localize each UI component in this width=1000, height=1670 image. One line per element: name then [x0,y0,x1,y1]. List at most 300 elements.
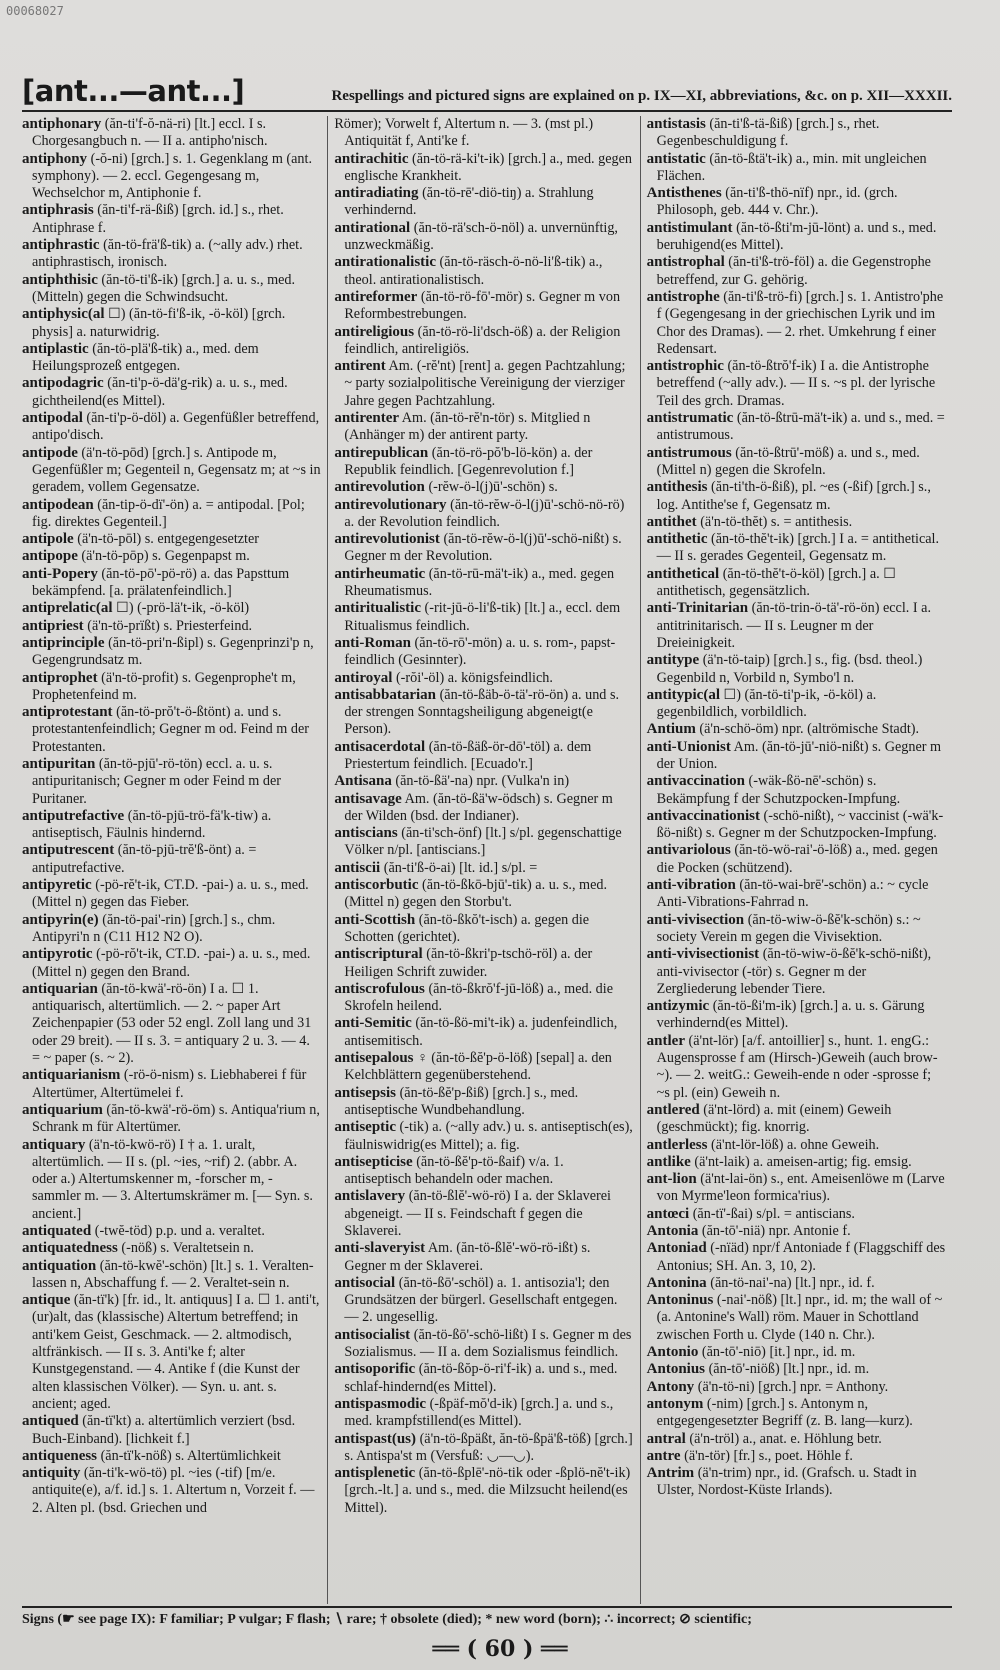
dictionary-entry [334,1119,633,1154]
dictionary-entry [22,704,321,756]
dictionary-entry [647,912,946,947]
entry-text: (ăn-tö-trin-ö-tä'-rö-ön) eccl. I a. antitrinitarisch. — II s. Leugner m der Dreieinigkeit. [656,600,932,651]
headword: antisepticise [334,1153,413,1170]
dictionary-entry [647,1379,946,1396]
headword: antisocial [334,1274,396,1291]
dictionary-entry [334,1085,633,1120]
dictionary-entry [334,358,633,410]
entry-text: (ăn-tö-ti'ß-ik) [grch.] a. u. s., med. (Mitteln) gegen die Schwindsucht. [32,271,296,305]
entry-text: (ä'nt-lör-löß) a. ohne Geweih. [707,1136,880,1153]
entry-text: (ä'nt-lör) [a/f. antoillier] s., hunt. 1. engG.: Augensprosse f am (Hirsch-)Geweih (auch brow-~). — 2. weitG.: Geweih-ende n oder -sprosse f; ~s pl. (ein) Geweih n. [656,1032,938,1101]
dictionary-entry [334,1465,633,1517]
headword: antirenter [334,410,400,427]
entry-text: Am. (ăn-tö-ßlĕ'-wö-rö-ißt) s. Gegner m der Sklaverei. [344,1240,591,1274]
dictionary-entry [22,756,321,808]
dictionary-entry [647,254,946,289]
entry-text: Am. (ăn-tö-jū'-niö-nißt) s. Gegner m der Union. [656,738,942,772]
entry-text: (ăn-ti'f-ŏ-nä-ri) [lt.] eccl. I s. Chorgesangbuch n. — II a. antipho'nisch. [32,116,268,150]
dictionary-entry [22,1067,321,1102]
entry-text: (ä'n-tö-taip) [grch.] s., fig. (bsd. theol.) Gegenbild n, Vorbild n, Symbo'l n. [656,652,923,686]
dictionary-entry [22,912,321,947]
dictionary-entry [22,497,321,532]
headword: antizymic [646,998,710,1015]
headword: antirevolutionist [334,531,440,548]
headword: antithetic [646,531,708,548]
dictionary-entry [647,1102,946,1137]
headword: antlerless [646,1136,708,1153]
entry-text: (ăn-tö-ßŏp-ö-ri'f-ik) a. und s., med. schlaf-hindernd(es Mittel). [344,1361,618,1395]
entry-text: (ăn-tö-pō'-pö-rö) a. das Papsttum bekämpfend. [a. prälatenfeindlich.] [32,565,290,600]
headword: Antonia [646,1223,699,1239]
dictionary-entry [647,289,946,358]
headword: antiritualistic [334,600,421,617]
headword: anti-Unionist [646,738,731,755]
entry-text: Römer); Vorwelt f, Altertum n. — 3. (mst pl.) Antiquität f, Anti'ke f. [334,116,594,150]
dictionary-entry [22,445,321,497]
dictionary-entry [647,1240,946,1275]
dictionary-entry [647,842,946,877]
entry-text: (ăn-tö-ßö-mi't-ik) a. judenfeindlich, antisemitisch. [344,1015,618,1049]
entry-text: (ä'nt-lai-ön) s., ent. Ameisenlöwe m (Larve von Myrme'leon formica'rius). [656,1171,945,1205]
entry-text: ☐) (-prö-lä't-ik, -ö-köl) [112,600,250,617]
headword: antivariolous [646,842,731,859]
dictionary-entry [647,877,946,912]
headword: antirachitic [334,150,409,167]
dictionary-entry [22,946,321,981]
headword: Antoninus [646,1292,714,1309]
dictionary-entry [334,670,633,687]
dictionary-entry [334,635,633,670]
dictionary-entry [647,808,946,843]
dictionary-entry [22,670,321,705]
entry-text: (-rĕw-ö-l(j)ū'-schön) s. [424,479,558,496]
entry-text: (ăn-ti'ß-ö-ai) [lt. id.] s/pl. = [380,859,538,876]
headword: ant-lion [646,1171,697,1188]
entry-text: (ăn-tö-rū-mä't-ik) a., med. gegen Rheumatismus. [344,565,615,600]
dictionary-entry [334,1361,633,1396]
headword: antiphthisic [22,271,98,288]
headword: Antonius [646,1361,706,1378]
headword: antistasis [646,116,706,132]
dictionary-entry [334,254,633,289]
dictionary-entry [647,151,946,186]
headword: antiquation [22,1257,97,1274]
entry-text: (ä'n-tö-ni) [grch.] npr. = Anthony. [694,1378,889,1395]
dictionary-entry [647,116,946,151]
dictionary-entry [647,358,946,410]
dictionary-entry [22,375,321,410]
dictionary-entry [22,1258,321,1293]
entry-text: (ăn-tö-ßä'-na) npr. (Vulka'n in) [391,773,570,790]
entry-text: (ăn-tö-rä-ki't-ik) [grch.] a., med. gegen englische Krankheit. [344,150,633,184]
headword: antiquated [22,1223,92,1239]
headword: antivaccination [646,773,745,790]
entry-text: (-wäk-ßö-nē'-schön) s. Bekämpfung f der Schutzpocken-Impfung. [656,773,901,807]
headword: anti-Roman [334,634,411,651]
headword: antithetical [646,565,720,582]
dictionary-entry [647,1344,946,1361]
headword: anti-Trinitarian [646,600,749,617]
headword: Antrim [646,1465,695,1482]
dictionary-entry [334,410,633,445]
entry-text: (ăn-tō'-niō) [it.] npr., id. m. [698,1344,856,1361]
entry-text: (ăn-tö-ßtrŏ'f-ik) I a. die Antistrophe betreffend (~ally adv.). — II s. ~s pl. der lyrische Teil des grch. Dramas. [656,358,936,409]
entry-text: (ăn-tö-ßplē'-nö-tik oder -ßplö-nĕ't-ik) [grch.-lt.] a. und s., med. die Milzsucht heilend(es Mittel). [344,1465,631,1516]
entry-text: (ăn-ti'p-ö-dä'g-rik) a. u. s., med. gichtheilend(es Mittel). [32,375,288,409]
dictionary-entry [647,1292,946,1344]
dictionary-entry [22,306,321,341]
dictionary-entry [334,220,633,255]
headword: Antisana [334,773,392,790]
headword: antislavery [334,1188,406,1205]
headword: Antoniad [646,1240,707,1257]
headword: anti-Semitic [334,1015,412,1032]
entry-text: (ăn-tï'kt) a. altertümlich verziert (bsd. Buch-Einband). [lichkeit f.] [32,1413,296,1447]
entry-text: (ăn-tö-rĕw-ö-l(j)ū'-schö-nö-rö) a. der Revolution feindlich. [344,496,625,530]
entry-text: (ăn-tï'-ßai) s/pl. = antiscians. [689,1205,855,1222]
entry-text: (-rö-ö-nism) s. Liebhaberei f für Altertümer, Altertümelei f. [32,1067,307,1101]
headword: anti-vibration [646,877,736,894]
dictionary-entry [647,1275,946,1292]
entry-text: (ăn-tö-ßtrū-mä't-ik) a. und s., med. = antistrumous. [656,410,945,444]
headword: antirational [334,219,411,236]
entry-text: (ăn-tö-rö-fō'-mör) s. Gegner m von Reformbestrebungen. [344,288,621,323]
entry-text: (-schö-nißt), ~ vaccinist (-wä'k-ßö-nißt) s. Gegner m der Schutzpocken-Impfung. [656,807,944,842]
dictionary-entry [22,1413,321,1448]
entry-text: (ăn-ti'k-wö-tö) pl. ~ies (-tif) [m/e. antiquite(e), a/f. id.] s. 1. Altertum n, Vorzeit f. — 2. Alten pl. (bsd. Griechen und [32,1465,315,1516]
headword: antiqueness [22,1447,98,1464]
dictionary-entry [22,1465,321,1517]
entry-text: (ăn-tip-ö-dï'-ön) a. = antipodal. [Pol; fig. direktes Gegenteil.] [32,496,305,530]
entry-text: (ăn-tö-rä'sch-ö-nöl) a. unvernünftig, unzweckmäßig. [344,219,618,254]
dictionary-entry [334,445,633,480]
dictionary-entry [22,531,321,548]
headword: antirevolutionary [334,496,447,513]
entry-text: (ăn-tö-plä'ß-tik) a., med. dem Heilungsprozeß entgegen. [32,340,259,375]
entry-text: (ä'n-tö-thĕt) s. = antithesis. [696,513,853,530]
headword: antiscorbutic [334,877,419,894]
dictionary-entry [22,341,321,376]
dictionary-entry [647,773,946,808]
entry-text: (-nïäd) npr/f Antoniade f (Flaggschiff des Antonius; SH. An. 3, 10, 2). [656,1240,946,1274]
headword: antiprinciple [22,634,105,651]
entry-text: (ăn-tö-ßkŏ't-isch) a. gegen die Schotten (gerichtet). [344,911,590,945]
headword: antiphonary [22,116,102,132]
headword: antiputrefactive [22,807,125,824]
headword: antipyrin(e) [22,911,99,928]
headword: antlike [646,1153,691,1170]
entry-text: (ä'n-tröl) a., anat. e. Höhlung betr. [685,1430,882,1447]
headword: antiquarian [22,980,98,997]
dictionary-entry [22,1102,321,1137]
dictionary-entry [334,566,633,601]
entry-text: (ăn-tö-kwä'-rö-ön) I a. ☐ 1. antiquarisch, altertümlich. — 2. ~ paper Art Zeichenpapier (53 oder 52 engl. Zoll lang und 31 oder 29 breit). — II s. 3. = antiquary 2 u. 3. — 4. = ~ paper (s. ~ 2). [32,980,312,1067]
headword: antipyrotic [22,946,93,963]
dictionary-entry [647,600,946,652]
entry-text: (ăn-tö-rē'-diö-tiŋ) a. Strahlung verhindernd. [344,185,594,219]
entry-text: (-nai'-nöß) [lt.] npr., id. m; the wall of ~ (a. Antonine's Wall) röm. Mauer in Schottland zwischen Forth u. Clyde (140 n. Chr.). [656,1292,943,1343]
entry-text: (-pö-rĕ't-ik, CT.D. -pai-) a. u. s., med. (Mittel n) gegen das Fieber. [32,877,309,911]
entry-text: (ăn-tö-ßtrū'-möß) a. und s., med. (Mittel n) gegen die Skrofeln. [656,444,920,478]
dictionary-entry [22,1137,321,1223]
scan-serial-number: 00068027 [6,4,64,18]
dictionary-entry [22,808,321,843]
headword: antipode [22,444,78,461]
entry-text: (ăn-tö-pai'-rin) [grch.] s., chm. Antipyri'n n (C11 H12 N2 O). [32,911,276,945]
headword: antireligious [334,323,415,340]
dictionary-entry [22,548,321,565]
dictionary-entry [647,531,946,566]
entry-text: (-rit-jū-ö-li'ß-tik) [lt.] a., eccl. dem Ritualismus feindlich. [344,600,621,634]
entry-text: (ăn-tö-räsch-ö-nö-li'ß-tik) a., theol. antirationalistisch. [344,254,603,288]
headword: antithet [646,513,697,530]
entry-text: (ä'nt-laik) a. ameisen-artig; fig. emsig. [690,1153,912,1170]
headword: antipodal [22,410,83,427]
entry-text: (ăn-tö-wiw-ö-ßĕ'k-schö-nißt), anti-vivisector (-tör) s. Gegner m der Zergliederung lebender Tiere. [656,946,932,997]
headword: antirheumatic [334,565,426,582]
headword: antiprophet [22,669,98,686]
headword: antistrumous [646,444,732,461]
headword: antlered [646,1101,700,1118]
entry-text: (ăn-tö-rō'-mön) a. u. s. rom-, papst-feindlich (Gesinnter). [344,634,616,669]
entry-text: (ăn-ti'ß-trö-fi) [grch.] s. 1. Antistro'phe f (Gegengesang in der griechischen Lyrik und im Chor des Dramas). — 2. rhet. Umkehrung f einer Redensart. [656,288,944,357]
dictionary-entry [22,1223,321,1240]
dictionary-entry [334,324,633,359]
dictionary-entry [334,825,633,860]
dictionary-entry [22,1448,321,1465]
entry-text: ♀ (ăn-tö-ßĕ'p-ö-löß) [sepal] a. den Kelchblättern gegenüberstehend. [344,1050,612,1084]
dictionary-entry [334,1240,633,1275]
entry-text: (ăn-ti'p-ö-döl) a. Gegenfüßler betreffend, antipo'disch. [32,410,320,444]
headword: antre [646,1447,681,1464]
headword: Antonina [646,1274,707,1291]
entry-text: (ăn-ti'ß-tä-ßiß) [grch.] s., rhet. Gegenbeschuldigung f. [656,116,880,150]
entry-text: (ăn-tö-ßtä't-ik) a., min. mit ungleichen Flächen. [656,150,927,184]
headword: Antium [646,721,696,738]
dictionary-entry [334,1327,633,1362]
entry-text: (ăn-tö-thĕ't-ö-köl) [grch.] a. ☐ antithetisch, gegensätzlich. [656,565,896,600]
headword: antiputrescent [22,842,115,859]
dictionary-entry [647,220,946,255]
headword: antirevolution [334,479,425,496]
entry-text: (ăn-tö-rö-li'dsch-öß) a. der Religion feindlich, antireligiös. [344,323,621,357]
dictionary-entry [334,116,633,151]
dictionary-entry [22,842,321,877]
dictionary-entry [334,791,633,826]
dictionary-entry [647,445,946,480]
dictionary-entry [334,1154,633,1189]
dictionary-entry [22,410,321,445]
entry-text: (ăn-tö-ßti'm-jū-lönt) a. und s., med. beruhigend(es Mittel). [656,219,937,254]
dictionary-entry [22,1240,321,1257]
headword: antiroyal [334,669,393,686]
entry-text: (ăn-tö-nai'-na) [lt.] npr., id. f. [706,1274,875,1291]
headword: antisocialist [334,1326,411,1343]
entry-text: (ăn-tö-ßlĕ'-wö-rö) I a. der Sklaverei abgeneigt. — II s. Feindschaft f gegen die Sklaverei. [344,1188,611,1239]
headword: antral [646,1430,686,1447]
headword: antipyretic [22,877,92,894]
entry-text: (ăn-tö-rĕw-ö-l(j)ū'-schö-nißt) s. Gegner m der Revolution. [344,531,622,565]
dictionary-entry [334,531,633,566]
entry-text: (-twĕ-töd) p.p. und a. veraltet. [91,1223,265,1239]
headword: antivaccinationist [646,807,760,824]
dictionary-entry [647,1431,946,1448]
entry-text: (ăn-tï'k) [fr. id., lt. antiquus] I a. ☐ 1. anti't, (ur)alt, das (klassische) Altertum betreffend; in anti'kem Geist, Geschmack. — 2. altmodisch, altfränkisch. — II s. 3. Anti'ke f; alter Kunstgegenstand. — 4. Antike f (die Kunst der alten klassischen Völker). — Syn. u. ant. s. ancient; aged. [32,1292,320,1412]
headword: anti-Scottish [334,911,416,928]
dictionary-entry [334,739,633,774]
headword: Antonio [646,1344,699,1361]
dictionary-entry [22,202,321,237]
dictionary-entry [334,1188,633,1240]
entry-text: (ăn-tö-ßäß-ör-dō'-töl) a. dem Priestertum feindlich. [Ecuado'r.] [344,738,592,772]
entry-text: (ä'n-tö-ßpäßt, ăn-tö-ßpä'ß-töß) [grch.] s. Antispa'st m (Versfuß: ◡––◡). [344,1430,633,1464]
headword: antistatic [646,150,706,167]
headword: antistrophal [646,254,725,271]
dictionary-entry [334,981,633,1016]
entry-text: (ăn-tö-wiw-ö-ßĕ'k-schön) s.: ~ society Verein m gegen die Vivisektion. [656,911,921,945]
entry-text: (ăn-tö-ßō'-schö-lißt) I s. Gegner m des Sozialismus. — II a. dem Sozialismus feindlich. [344,1326,632,1361]
dictionary-entry [647,1223,946,1240]
dictionary-entry [334,1015,633,1050]
headword: antiradiating [334,185,419,202]
dictionary-entry [647,998,946,1033]
dictionary-entry [22,566,321,601]
headword: anti-slaveryist [334,1240,426,1257]
headword: antitype [646,652,700,669]
headword: antipriest [22,617,84,634]
headword: antiprotestant [22,704,113,721]
entry-text: (ăn-tö-ßkō-bjū'-tik) a. u. s., med. (Mittel n) gegen den Storbu't. [344,877,608,911]
entry-text: (ä'n-trim) npr., id. (Grafsch. u. Stadt in Ulster, Nordost-Küste Irlands). [656,1465,917,1499]
entry-text: (-ŏ-ni) [grch.] s. 1. Gegenklang m (ant. symphony). — 2. eccl. Gegengesang m, Wechselchor m, Antiphonie f. [32,150,313,202]
headword: antiphysic(al [22,306,105,323]
entry-text: (ăn-tö-pri'n-ßipl) s. Gegenprinzi'p n, Gegengrundsatz m. [32,634,314,669]
entry-text: (ăn-tö-pjū-trĕ'ß-önt) a. = antiputrefactive. [32,842,257,876]
column-middle [328,116,640,1604]
headword: antirationalistic [334,254,436,271]
dictionary-entry [647,1448,946,1465]
entry-text: (ăn-tö-rö-pŏ'b-lö-kön) a. der Republik feindlich. [Gegenrevolution f.] [344,444,593,478]
headword: antœci [646,1205,690,1222]
page-number: ══ ( 60 ) ══ [432,1636,568,1662]
entry-text: (ăn-tö-kwä'-rö-öm) s. Antiqua'rium n, Schrank m für Altertümer. [32,1101,320,1136]
headword: antiquity [22,1465,81,1482]
dictionary-entry [334,860,633,877]
dictionary-entry [334,946,633,981]
headword: antistrumatic [646,410,734,427]
entry-text: (ä'n-tö-pōp) s. Gegenpapst m. [77,548,250,565]
entry-text: (ä'n-tör) [fr.] s., poet. Höhle f. [680,1447,853,1464]
dictionary-entry [334,1275,633,1327]
dictionary-entry [334,497,633,532]
headword: antipodean [22,496,94,513]
entry-text: (ăn-tö-ßkrŏ'f-jū-löß) a., med. die Skrofeln heilend. [344,980,614,1015]
headword: antipole [22,531,74,548]
dictionary-entry [22,635,321,670]
headword: antler [646,1032,685,1049]
entry-text: (ăn-tö-kwĕ'-schön) [lt.] s. 1. Veralten-lassen n, Abschaffung f. — 2. Veraltet-sein n. [32,1257,314,1291]
headword: antisepsis [334,1084,397,1101]
headword: antiquarium [22,1101,103,1118]
headword: antiplastic [22,340,89,357]
headword: antipodagric [22,375,104,392]
headword: antispasmodic [334,1395,427,1412]
entry-text: (ä'n-tö-prïßt) s. Priesterfeind. [83,617,253,634]
entry-text: (ăn-tō'-niöß) [lt.] npr., id. m. [705,1361,870,1378]
headword: antiphrasis [22,202,94,219]
entry-text: (ăn-tö-ßō'-schöl) a. 1. antisozia'l; den Grundsätzen der bürgerl. Gesellschaft entgegen. — 2. ungesellig. [344,1274,618,1326]
entry-text: (ăn-ti'f-rä-ßiß) [grch. id.] s., rhet. Antiphrase f. [32,202,284,236]
dictionary-entry [334,1050,633,1085]
dictionary-entry [22,600,321,617]
entry-text: (ăn-tō'-niä) npr. Antonie f. [698,1223,851,1239]
entry-text: (ăn-tö-ßĕ'p-ßiß) [grch.] s., med. antiseptische Wundbehandlung. [344,1084,579,1118]
entry-text: (ăn-tö-prŏ't-ö-ßtönt) a. und s. protestantenfeindlich; Gegner m od. Feind m der Protestanten. [32,704,309,755]
entry-text: (-ßpäf-mŏ'd-ik) [grch.] a. und s., med. krampfstillend(es Mittel). [344,1395,614,1430]
headword: Antony [646,1378,695,1395]
column-right [641,116,952,1604]
headword: antipuritan [22,755,96,772]
dictionary-entry [334,151,633,186]
headword: antireformer [334,288,418,305]
headword: antiscrofulous [334,980,425,997]
page-header [22,70,952,112]
headword: antistimulant [646,219,733,236]
dictionary-entry [334,687,633,739]
entry-text: Am. (-rĕ'nt) [rent] a. gegen Pachtzahlung; ~ party sozialpolitische Vereinigung der vierziger Jahre gegen Pachtzahlung. [344,358,626,409]
dictionary-entry [334,600,633,635]
dictionary-entry [22,272,321,307]
dictionary-entry [647,514,946,531]
dictionary-entry [647,946,946,998]
headword: antiquatedness [22,1240,118,1257]
headword: antisepalous [334,1050,414,1067]
entry-text: Am. (ăn-tö-rĕ'n-tör) s. Mitglied n (Anhänger m) der antirent party. [344,410,591,444]
headword: antiscriptural [334,946,423,963]
headword: antiphrastic [22,237,100,254]
dictionary-entry [647,687,946,722]
headword: anti-vivisectionist [646,946,760,963]
dictionary-entry [647,1154,946,1171]
dictionary-entry [647,185,946,220]
dictionary-entry [647,1465,946,1500]
dictionary-entry [647,566,946,601]
entry-text: (ä'n-tö-profit) s. Gegenprophe't m, Prophetenfeind m. [32,669,296,703]
headword: antiseptic [334,1119,396,1136]
entry-text: (-tik) a. (~ally adv.) u. s. antiseptisch(es), fäulniswidrig(es Mittel); a. fig. [344,1119,633,1153]
entry-text: (ä'n-tö-pōl) s. entgegengesetzter [73,531,260,548]
dictionary-entry [647,652,946,687]
entry-text: (ăn-ti'sch-önf) [lt.] s/pl. gegenschattige Völker n/pl. [antiscians.] [344,825,622,859]
headword: antipope [22,548,78,565]
dictionary-entry [647,721,946,738]
dictionary-entry [334,479,633,496]
entry-text: (ä'n-tö-pōd) [grch.] s. Antipode m, Gegenfüßler m; Gegenteil n, Gegensatz m; at ~s in geradem, vollem Gegensatze. [32,444,321,496]
dictionary-entry [22,151,321,203]
entry-text: (ăn-tï'k-nöß) s. Altertümlichkeit [97,1447,281,1464]
dictionary-entry [647,1033,946,1102]
headword: antiquarianism [22,1067,121,1084]
headword: Antisthenes [646,185,722,202]
dictionary-entry [647,1137,946,1154]
column-left [22,116,328,1604]
headword: antiscii [334,859,381,876]
dictionary-entry [22,981,321,1067]
dictionary-entry [647,1396,946,1431]
entry-text: (-nöß) s. Veraltetsein n. [117,1240,254,1257]
headword: antiscians [334,825,398,842]
dictionary-entry [647,1171,946,1206]
